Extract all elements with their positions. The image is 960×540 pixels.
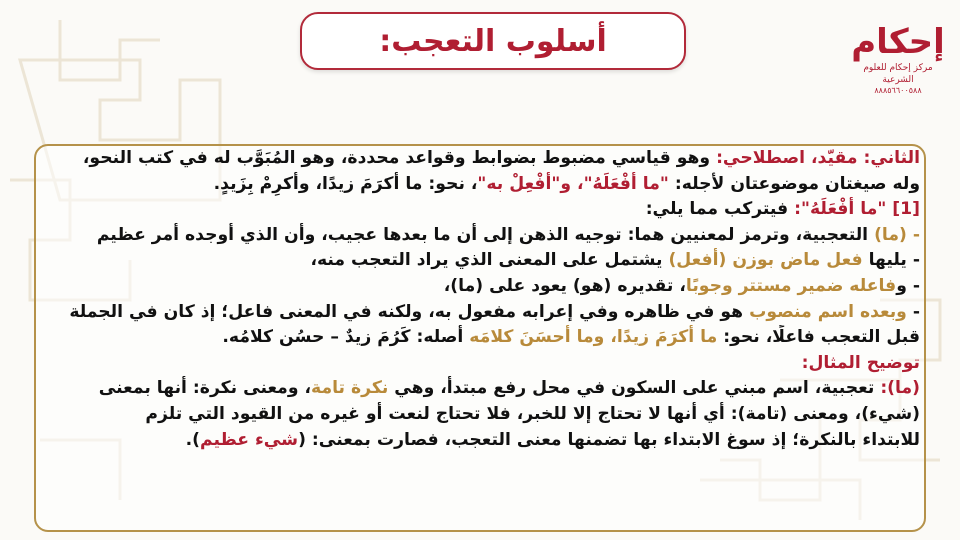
text-segment: وهو قياسي مضبوط بضوابط وقواعد محددة، وهو المُبَوَّب له في كتب النحو، [82, 148, 717, 168]
text-segment: وله صيغتان موضوعتان لأجله: [668, 173, 920, 194]
text-segment: ما أَكرَمَ زيدًا، وما أَحسَنَ كلامَه [469, 327, 718, 348]
text-segment: فعل ماض بوزن (أفعل) [668, 250, 863, 271]
logo-subtitle: مركز إحكام للعلوم الشرعية [863, 63, 933, 85]
title-box [300, 12, 686, 70]
text-line [40, 197, 920, 223]
logo [848, 22, 948, 102]
text-segment: هو في ظاهره وفي إعرابه مفعول به، ولكنه في المعنى فاعل؛ إذ كان في الجملة [69, 301, 750, 322]
text-segment: (شيء)، ومعنى (تامة): أي أنها لا تحتاج إلا للخبر، فلا تحتاج لنعت أو غيره من القيود التي تلزم [145, 403, 920, 424]
text-segment: - (ما) [874, 224, 920, 245]
text-segment: - [906, 301, 920, 322]
text-segment: (ما): [880, 378, 920, 399]
text-line [40, 325, 920, 351]
text-segment: ، ومعنى نكرة: أنها بمعنى [98, 378, 312, 399]
logo-mark: إحكام [851, 22, 945, 62]
text-segment: التعجبية، وترمز لمعنيين هما: توجيه الذهن إلى أن ما بعدها عجيب، وأن الذي أوجده أمر عظيم [96, 224, 875, 245]
text-line [40, 376, 920, 402]
logo-number: ٨٨٨٥٦٦٠٠٥٨٨ [874, 86, 922, 95]
text-segment: تعجبية، اسم مبني على السكون في محل رفع مبتدأ، وهي [388, 378, 881, 399]
text-line [40, 428, 920, 454]
text-line [40, 223, 920, 249]
text-segment: نكرة تامة [311, 378, 389, 399]
text-line [40, 300, 920, 326]
text-segment: للابتداء بالنكرة؛ إذ سوغ الابتداء بها تضمنها معنى التعجب، فصارت بمعنى: ( [298, 429, 920, 450]
text-line [40, 274, 920, 300]
text-line [40, 172, 920, 198]
text-segment: ، نحو: ما أَكرَمَ زيدًا، وأَكرِمْ بِزَيدٍ. [213, 173, 478, 194]
text-segment: توضيح المثال: [801, 352, 920, 373]
content-body [40, 146, 920, 453]
text-segment: ). [185, 429, 201, 450]
text-segment: أصله: كَرُمَ زيدٌ – حسُن كلامُه. [222, 327, 470, 348]
text-segment: الثاني: مقيّد، اصطلاحي: [716, 148, 920, 168]
text-segment: شيء عظيم [200, 429, 299, 450]
text-line [40, 248, 920, 274]
text-segment: يشتمل على المعنى الذي يراد التعجب منه، [310, 250, 669, 271]
text-segment: [1] "ما أَفْعَلَهُ": [794, 199, 920, 220]
text-segment: وبعده اسم منصوب [749, 301, 907, 322]
text-segment: "ما أَفْعَلَهُ"، و"أَفْعِلْ به" [477, 173, 669, 194]
slide-title: أسلوب التعجب: [379, 23, 607, 59]
text-segment: فاعله ضمير مستتر وجوبًا [685, 275, 897, 296]
text-segment: - يليها [862, 250, 920, 271]
text-segment: قبل التعجب فاعلًا، نحو: [717, 327, 920, 348]
text-line [40, 146, 920, 172]
text-line [40, 402, 920, 428]
text-segment: فيتركب مما يلي: [645, 199, 795, 220]
text-segment: - و [896, 275, 920, 296]
text-line [40, 351, 920, 377]
text-segment: ، تقديره (هو) يعود على (ما)، [443, 275, 686, 296]
